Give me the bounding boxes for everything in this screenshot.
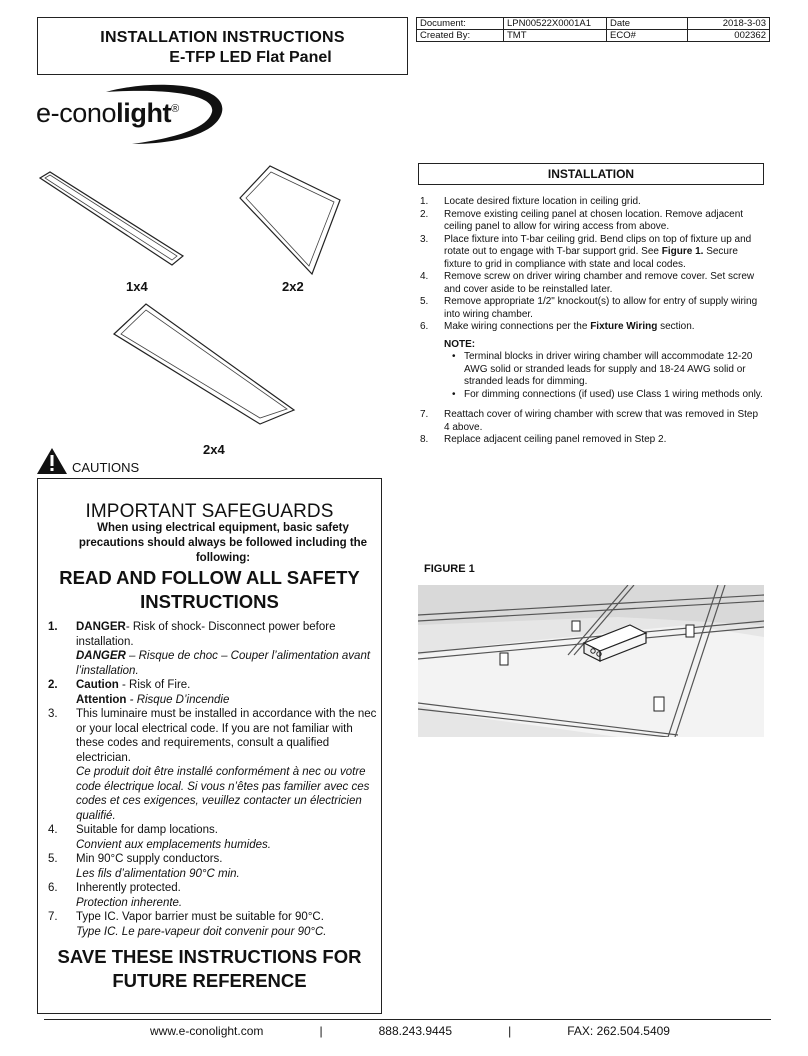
label-1x4: 1x4	[126, 279, 148, 294]
safety-list	[48, 620, 378, 939]
safety-item: 6. Inherently protected. Protection inherente.	[48, 882, 183, 909]
note-item: • Terminal blocks in driver wiring chamber will accommodate 12-20 AWG solid or stranded leads for supply and 18-24 AWG solid or stranded leads for dimming.	[452, 351, 753, 387]
save-instructions-heading: SAVE THESE INSTRUCTIONS FOR FUTURE REFERENCE	[57, 946, 362, 991]
eco-value: 002362	[688, 30, 770, 42]
label-2x2: 2x2	[282, 279, 304, 294]
safeguards-box	[37, 478, 382, 1014]
created-value: TMT	[504, 30, 607, 42]
created-label: Created By:	[417, 30, 504, 42]
econolight-logo	[36, 82, 226, 148]
footer-website[interactable]: www.e-conolight.com	[150, 1024, 264, 1038]
footer-separator: |	[319, 1024, 323, 1038]
step-item: 7. Reattach cover of wiring chamber with screw that was removed in Step 4 above.	[420, 409, 759, 433]
date-value: 2018-3-03	[688, 18, 770, 30]
safety-item: 3. This luminaire must be installed in accordance with the nec or your local electrical code. If you are not familiar with these codes and requirements, consult a qualified electrician. Ce produit doit être installé conformément à nec ou votre code électrique local. Si vous n’êtes pas familier avec ces codes et ces exigences, veuillez contacter un électricien qualifié.	[48, 708, 377, 822]
step-item: 5. Remove appropriate 1/2" knockout(s) to allow for entry of supply wiring into wiring chamber.	[420, 296, 758, 320]
figure-label: FIGURE 1	[424, 563, 475, 575]
safety-item: 2. Caution - Risk of Fire. Attention - Risque D’incendie	[48, 679, 230, 706]
product-name: E-TFP LED Flat Panel	[169, 49, 332, 66]
safeguards-subheading: When using electrical equipment, basic safety precautions should always be followed including the following:	[78, 522, 368, 564]
title-box	[37, 17, 408, 75]
date-label: Date	[607, 18, 688, 30]
ceiling-grid-figure	[418, 585, 764, 737]
footer-separator: |	[508, 1024, 512, 1038]
cautions-label: CAUTIONS	[72, 460, 140, 475]
document-info-table	[416, 17, 770, 42]
safety-item: 7. Type IC. Vapor barrier must be suitable for 90°C. Type IC. Le pare-vapeur doit convenir pour 90°C.	[48, 911, 327, 938]
read-follow-heading: READ AND FOLLOW ALL SAFETY INSTRUCTIONS	[59, 567, 360, 612]
step-item: 6. Make wiring connections per the Fixture Wiring section.	[420, 321, 695, 332]
label-2x4: 2x4	[203, 442, 225, 457]
step-item: 4. Remove screw on driver wiring chamber and remove cover. Set screw and cover aside to be reinstalled later.	[420, 271, 755, 295]
installation-steps	[420, 196, 765, 447]
safety-item: 5. Min 90°C supply conductors. Les fils d’alimentation 90°C min.	[48, 853, 240, 880]
doc-title: INSTALLATION INSTRUCTIONS	[100, 29, 345, 46]
footer-phone: 888.243.9445	[378, 1024, 453, 1038]
installation-heading: INSTALLATION	[418, 163, 764, 185]
note-label: NOTE:	[444, 338, 476, 350]
footer	[150, 1024, 670, 1038]
doc-value: LPN00522X0001A1	[504, 18, 607, 30]
step-item: 8. Replace adjacent ceiling panel removed in Step 2.	[420, 434, 667, 445]
safeguards-heading: IMPORTANT SAFEGUARDS	[85, 501, 334, 522]
safety-item: 1. DANGER- Risk of shock- Disconnect power before installation. DANGER – Risque de choc – Couper l’alimentation avant l’installation.	[48, 621, 371, 677]
fixture-2x4-drawing	[110, 300, 300, 430]
step-item: 3. Place fixture into T-bar ceiling grid. Bend clips on top of fixture up and rotate out to engage with T-bar support grid. See Figure 1. Secure fixture to grid in compliance with state and local codes.	[420, 233, 752, 270]
safety-item: 4. Suitable for damp locations. Convient aux emplacements humides.	[48, 824, 271, 851]
logo-text: e-conolight®	[36, 98, 179, 128]
footer-rule	[44, 1019, 771, 1020]
warning-icon	[36, 447, 68, 475]
step-item: 1. Locate desired fixture location in ceiling grid.	[420, 196, 641, 207]
step-item: 2. Remove existing ceiling panel at chosen location. Remove adjacent ceiling panel to allow for wiring access from above.	[420, 208, 744, 232]
note-item: • For dimming connections (if used) use Class 1 wiring methods only.	[452, 388, 763, 400]
eco-label: ECO#	[607, 30, 688, 42]
doc-label: Document:	[417, 18, 504, 30]
fixture-2x2-drawing	[236, 160, 346, 280]
footer-fax: FAX: 262.504.5409	[567, 1024, 670, 1038]
